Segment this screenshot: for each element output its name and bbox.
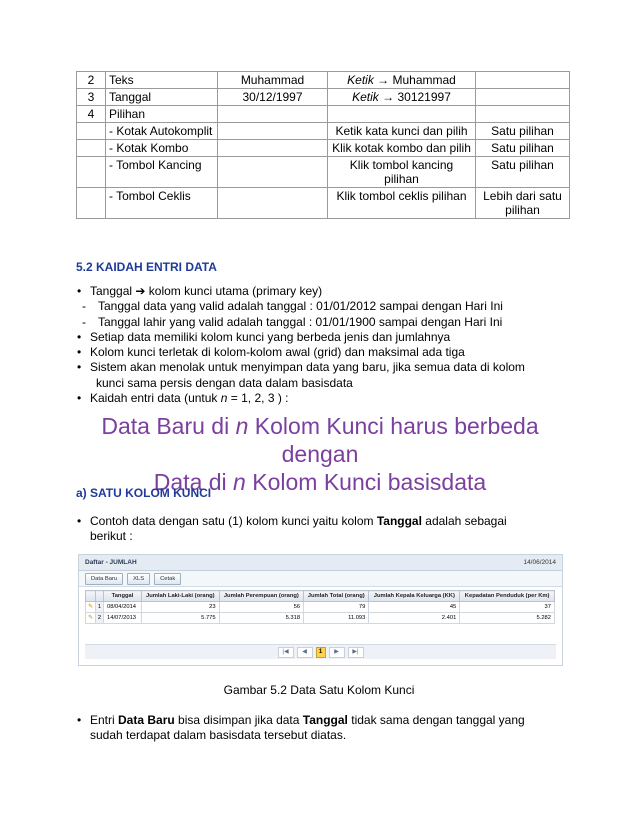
rule-title-text: Kolom Kunci basisdata: [245, 469, 487, 495]
row-number-cell: 4: [77, 106, 106, 123]
action-cell: [328, 89, 476, 106]
toolbar: [79, 571, 562, 587]
grid-row-number: 1: [96, 602, 104, 613]
grid-cell: 14/07/2013: [104, 613, 142, 624]
text-run: berikut :: [90, 529, 133, 544]
rule-title-variable: n: [233, 469, 246, 495]
example-value-cell: Muhammad: [218, 72, 328, 89]
example-value-cell: [218, 123, 328, 140]
table-row: [77, 157, 570, 188]
field-name-cell: Pilihan: [106, 106, 218, 123]
list-item-text: Sistem akan menolak untuk menyimpan data yang baru, jika semua data di kolom: [90, 360, 525, 375]
example-value-cell: [218, 140, 328, 157]
grid-column-header[interactable]: Jumlah Kepala Keluarga (KK): [369, 591, 460, 602]
current-page[interactable]: 1: [316, 647, 326, 658]
list-item-text: Kaidah entri data (untuk: [90, 391, 221, 406]
list-item: [76, 315, 576, 330]
text-run: Contoh data dengan satu (1) kolom kunci yaitu kolom: [90, 514, 377, 528]
grid-cell: 79: [304, 602, 369, 613]
grid-column-header[interactable]: [96, 591, 104, 602]
list-item-text: kolom kunci utama (primary key): [145, 284, 323, 298]
list-item-text: Tanggal data yang valid adalah tanggal : 01/01/2012 sampai dengan Hari Ini: [98, 299, 503, 314]
grid-cell: 11.093: [304, 613, 369, 624]
field-name-cell: - Kotak Autokomplit: [106, 123, 218, 140]
grid-column-header[interactable]: Jumlah Total (orang): [304, 591, 369, 602]
table-row: [77, 106, 570, 123]
grid-column-header[interactable]: Tanggal: [104, 591, 142, 602]
field-name-cell: - Tombol Ceklis: [106, 188, 218, 219]
field-name-cell: Tanggal: [106, 89, 218, 106]
list-item-text: kunci sama persis dengan data dalam basisdata: [96, 375, 353, 390]
row-number-cell: [77, 140, 106, 157]
section-heading-a: a) SATU KOLOM KUNCI: [76, 486, 212, 500]
table-row: [77, 89, 570, 106]
grid-row[interactable]: [86, 602, 555, 613]
rule-title-text: Kolom Kunci harus berbeda dengan: [248, 413, 539, 467]
grid-cell: 45: [369, 602, 460, 613]
text-run: sudah terdapat dalam basisdata tersebut diatas.: [90, 728, 347, 743]
row-number-cell: [77, 157, 106, 188]
example-value-cell: 30/12/1997: [218, 89, 328, 106]
example-value-cell: [218, 188, 328, 219]
rule-title: [70, 412, 570, 496]
pager: [85, 644, 556, 659]
grid-cell: 56: [219, 602, 303, 613]
data-type-table-body: [77, 72, 570, 219]
text-run-bold: Tanggal: [376, 514, 422, 528]
section-heading-5-2: 5.2 KAIDAH ENTRI DATA: [76, 260, 217, 274]
grid-cell: 5.775: [141, 613, 219, 624]
rule-title-text: Data di: [153, 469, 234, 495]
data-baru-button[interactable]: Data Baru: [85, 573, 123, 585]
list-item: [76, 360, 576, 375]
list-item-text: Kolom kunci terletak di kolom-kolom awal (grid) dan maksimal ada tiga: [90, 345, 465, 360]
grid-cell: 08/04/2014: [104, 602, 142, 613]
list-item-text: Setiap data memiliki kolom kunci yang berbeda jenis dan jumlahnya: [90, 329, 451, 344]
action-text: Klik tombol ceklis pilihan: [336, 189, 467, 203]
action-cell: [328, 188, 476, 219]
action-verb: Ketik: [347, 73, 374, 87]
action-verb: Ketik: [352, 90, 379, 104]
row-number-cell: [77, 123, 106, 140]
action-cell: [328, 140, 476, 157]
list-item: [76, 391, 576, 406]
grid-column-header[interactable]: Jumlah Laki-Laki (orang): [141, 591, 219, 602]
text-run: tidak sama dengan tanggal yang: [347, 713, 525, 727]
text-run-bold: Tanggal: [302, 713, 348, 727]
bullet: •: [77, 713, 82, 727]
action-text: → 30121997: [378, 90, 451, 104]
example-value-cell: [218, 157, 328, 188]
note-cell: Satu pilihan: [476, 123, 570, 140]
note-cell: Satu pilihan: [476, 157, 570, 188]
action-cell: [328, 72, 476, 89]
window-title: Daftar - JUMLAH: [85, 559, 137, 566]
example-value-cell: [218, 106, 328, 123]
action-text: → Muhammad: [373, 73, 456, 87]
grid-row-number: 2: [96, 613, 104, 624]
bullet: •: [77, 514, 82, 528]
action-cell: [328, 123, 476, 140]
pencil-icon[interactable]: ✎: [86, 613, 96, 624]
table-row: [77, 72, 570, 89]
rule-title-variable: n: [235, 413, 249, 439]
list-item-text: Tanggal lahir yang valid adalah tanggal : 01/01/1900 sampai dengan Hari Ini: [98, 314, 503, 329]
list-item: [76, 345, 576, 360]
data-grid: [85, 590, 555, 624]
list-item-variable: n: [220, 391, 228, 406]
action-text: Ketik kata kunci dan pilih: [335, 124, 468, 138]
text-run: adalah sebagai: [421, 514, 507, 528]
table-row: [77, 188, 570, 219]
text-run-bold: Data Baru: [118, 713, 175, 727]
action-text: Klik kotak kombo dan pilih: [332, 141, 471, 155]
paragraph-text: [76, 514, 566, 545]
list-item: [76, 330, 576, 345]
note-cell: [476, 72, 570, 89]
next-page-button[interactable]: ▶: [329, 647, 345, 658]
field-name-cell: Teks: [106, 72, 218, 89]
grid-column-header[interactable]: Kepadatan Penduduk (per Km): [460, 591, 555, 602]
field-name-cell: - Kotak Kombo: [106, 140, 218, 157]
table-row: [77, 140, 570, 157]
final-paragraph: [76, 713, 566, 744]
grid-cell: 5.282: [460, 613, 555, 624]
action-cell: [328, 157, 476, 188]
grid-row[interactable]: [86, 613, 555, 624]
list-item: [76, 284, 576, 299]
grid-cell: 23: [141, 602, 219, 613]
embedded-screenshot: [78, 554, 563, 666]
row-number-cell: 2: [77, 72, 106, 89]
grid-body: [86, 602, 555, 624]
paragraph-text: [76, 713, 566, 744]
arrow-right-icon: ➔: [135, 284, 146, 298]
grid-column-header[interactable]: [86, 591, 96, 602]
note-cell: [476, 89, 570, 106]
data-type-table: [76, 71, 570, 219]
xls-button[interactable]: XLS: [127, 573, 150, 585]
action-text: Klik tombol kancing pilihan: [349, 158, 454, 186]
grid-cell: 5.318: [219, 613, 303, 624]
field-name-cell: - Tombol Kancing: [106, 157, 218, 188]
figure-caption: Gambar 5.2 Data Satu Kolom Kunci: [223, 683, 415, 697]
note-cell: Lebih dari satu pilihan: [476, 188, 570, 219]
note-cell: Satu pilihan: [476, 140, 570, 157]
list-item-continuation: [76, 376, 576, 391]
list-item-text: = 1, 2, 3 ) :: [227, 391, 289, 406]
first-page-button[interactable]: |◀: [278, 647, 294, 658]
prev-page-button[interactable]: ◀: [297, 647, 313, 658]
row-number-cell: [77, 188, 106, 219]
window-date: 14/06/2014: [523, 559, 556, 566]
list-item-text: Tanggal: [90, 284, 136, 298]
last-page-button[interactable]: ▶|: [348, 647, 364, 658]
grid-header-row: [86, 591, 555, 602]
row-number-cell: 3: [77, 89, 106, 106]
grid-column-header[interactable]: Jumlah Perempuan (orang): [219, 591, 303, 602]
example-paragraph: [76, 514, 566, 545]
window-titlebar: [79, 555, 562, 571]
text-run: bisa disimpan jika data: [174, 713, 303, 727]
note-cell: [476, 106, 570, 123]
pencil-icon[interactable]: ✎: [86, 602, 96, 613]
text-run: Entri: [90, 713, 119, 727]
list-item: [76, 299, 576, 314]
grid-cell: 2.401: [369, 613, 460, 624]
grid-cell: 37: [460, 602, 555, 613]
table-row: [77, 123, 570, 140]
cetak-button[interactable]: Cetak: [154, 573, 181, 585]
rules-list: [76, 284, 576, 406]
rule-title-text: Data Baru di: [101, 413, 236, 439]
action-cell: [328, 106, 476, 123]
